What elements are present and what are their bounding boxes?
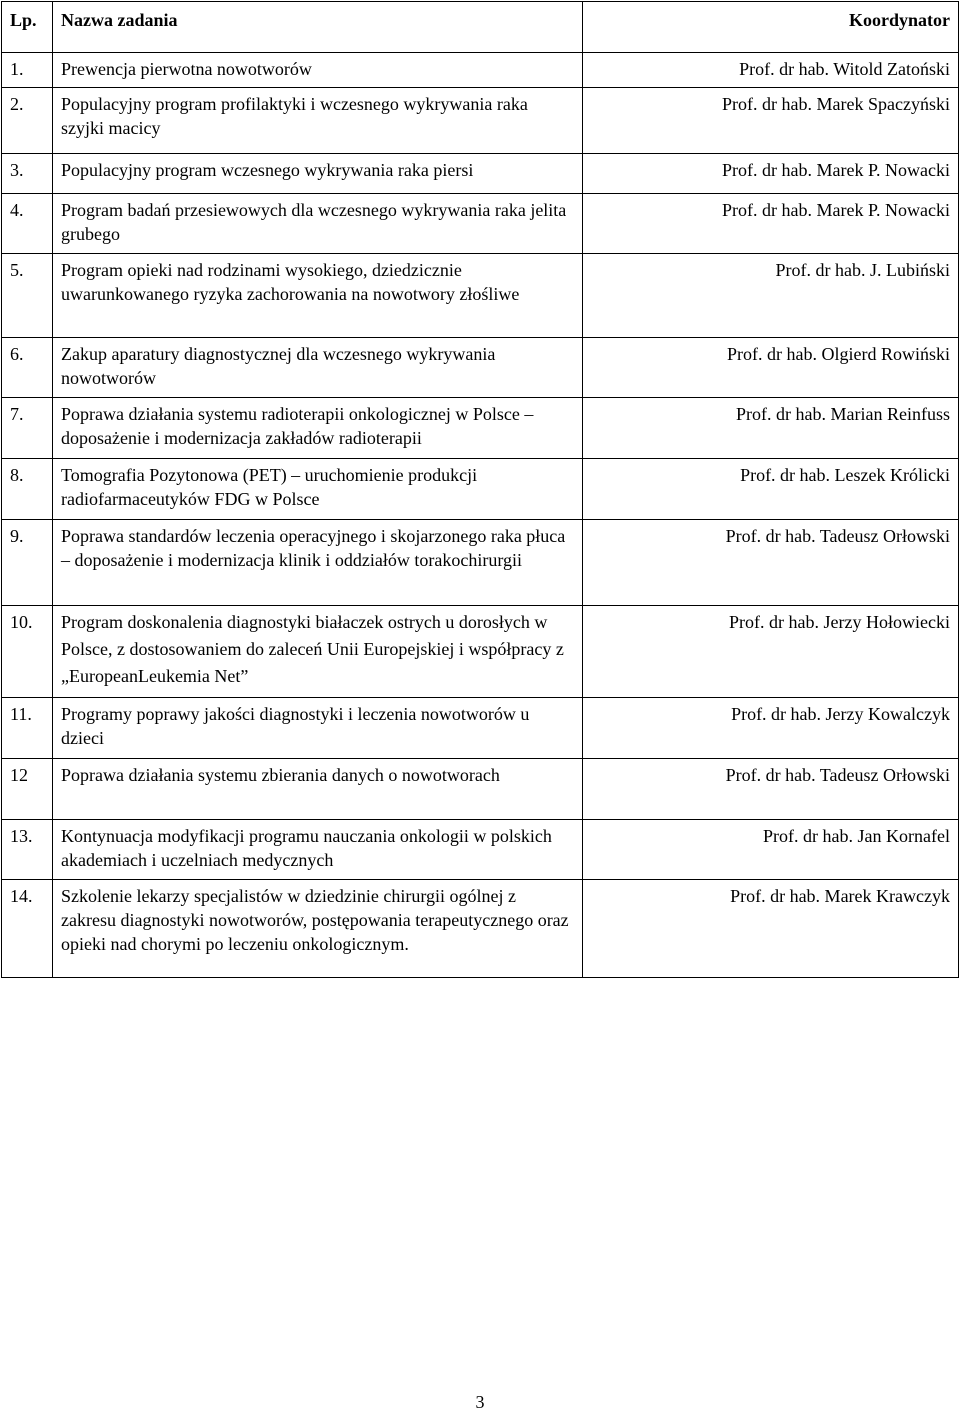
row-task-name: Program badań przesiewowych dla wczesnego wykrywania raka jelita grubego [53, 194, 583, 254]
row-task-name: Populacyjny program profilaktyki i wczesnego wykrywania raka szyjki macicy [53, 88, 583, 154]
row-coordinator: Prof. dr hab. Olgierd Rowiński [583, 338, 959, 398]
row-coordinator: Prof. dr hab. Jerzy Kowalczyk [583, 698, 959, 759]
table-row [2, 398, 959, 459]
table-row [2, 459, 959, 520]
row-lp: 8. [2, 459, 53, 520]
row-coordinator: Prof. dr hab. Tadeusz Orłowski [583, 520, 959, 606]
header-name: Nazwa zadania [53, 2, 583, 53]
row-coordinator: Prof. dr hab. Leszek Królicki [583, 459, 959, 520]
table-header-row [2, 2, 959, 53]
row-lp: 13. [2, 820, 53, 880]
table-row [2, 820, 959, 880]
row-lp: 6. [2, 338, 53, 398]
table-row [2, 759, 959, 820]
table-row [2, 606, 959, 698]
row-coordinator: Prof. dr hab. Marek Krawczyk [583, 880, 959, 978]
row-coordinator: Prof. dr hab. Witold Zatoński [583, 53, 959, 88]
row-lp: 9. [2, 520, 53, 606]
table-row [2, 154, 959, 194]
row-task-name: Poprawa działania systemu radioterapii onkologicznej w Polsce – doposażenie i modernizacja zakładów radioterapii [53, 398, 583, 459]
row-coordinator: Prof. dr hab. Marek Spaczyński [583, 88, 959, 154]
row-task-name: Szkolenie lekarzy specjalistów w dziedzinie chirurgii ogólnej z zakresu diagnostyki nowotworów, postępowania terapeutycznego oraz opieki nad chorymi po leczeniu onkologicznym. [53, 880, 583, 978]
row-task-name: Program doskonalenia diagnostyki białaczek ostrych u dorosłych w Polsce, z dostosowaniem do zaleceń Unii Europejskiej i współpracy z „EuropeanLeukemia Net” [53, 606, 583, 698]
page-number: 3 [475, 1392, 485, 1412]
row-lp: 7. [2, 398, 53, 459]
row-task-name: Zakup aparatury diagnostycznej dla wczesnego wykrywania nowotworów [53, 338, 583, 398]
table-row [2, 338, 959, 398]
row-task-name: Prewencja pierwotna nowotworów [53, 53, 583, 88]
row-coordinator: Prof. dr hab. J. Lubiński [583, 254, 959, 338]
table-row [2, 53, 959, 88]
header-coordinator: Koordynator [583, 2, 959, 53]
tasks-table [1, 1, 959, 978]
table-row [2, 254, 959, 338]
row-task-name: Poprawa działania systemu zbierania danych o nowotworach [53, 759, 583, 820]
table-row [2, 880, 959, 978]
row-lp: 1. [2, 53, 53, 88]
row-lp: 3. [2, 154, 53, 194]
table-row [2, 698, 959, 759]
row-task-name: Poprawa standardów leczenia operacyjnego i skojarzonego raka płuca – doposażenie i modernizacja klinik i oddziałów torakochirurgii [53, 520, 583, 606]
row-coordinator: Prof. dr hab. Tadeusz Orłowski [583, 759, 959, 820]
row-lp: 11. [2, 698, 53, 759]
row-lp: 5. [2, 254, 53, 338]
row-task-name: Program opieki nad rodzinami wysokiego, dziedzicznie uwarunkowanego ryzyka zachorowania na nowotwory złośliwe [53, 254, 583, 338]
row-lp: 14. [2, 880, 53, 978]
row-task-name: Tomografia Pozytonowa (PET) – uruchomienie produkcji radiofarmaceutyków FDG w Polsce [53, 459, 583, 520]
row-lp: 4. [2, 194, 53, 254]
header-lp: Lp. [2, 2, 53, 53]
table-row [2, 520, 959, 606]
row-lp: 10. [2, 606, 53, 698]
row-task-name: Kontynuacja modyfikacji programu nauczania onkologii w polskich akademiach i uczelniach medycznych [53, 820, 583, 880]
row-coordinator: Prof. dr hab. Marian Reinfuss [583, 398, 959, 459]
row-task-name: Populacyjny program wczesnego wykrywania raka piersi [53, 154, 583, 194]
row-coordinator: Prof. dr hab. Marek P. Nowacki [583, 154, 959, 194]
table-row [2, 194, 959, 254]
table-row [2, 88, 959, 154]
row-coordinator: Prof. dr hab. Jan Kornafel [583, 820, 959, 880]
row-coordinator: Prof. dr hab. Marek P. Nowacki [583, 194, 959, 254]
row-task-name: Programy poprawy jakości diagnostyki i leczenia nowotworów u dzieci [53, 698, 583, 759]
row-lp: 12 [2, 759, 53, 820]
row-coordinator: Prof. dr hab. Jerzy Hołowiecki [583, 606, 959, 698]
row-lp: 2. [2, 88, 53, 154]
